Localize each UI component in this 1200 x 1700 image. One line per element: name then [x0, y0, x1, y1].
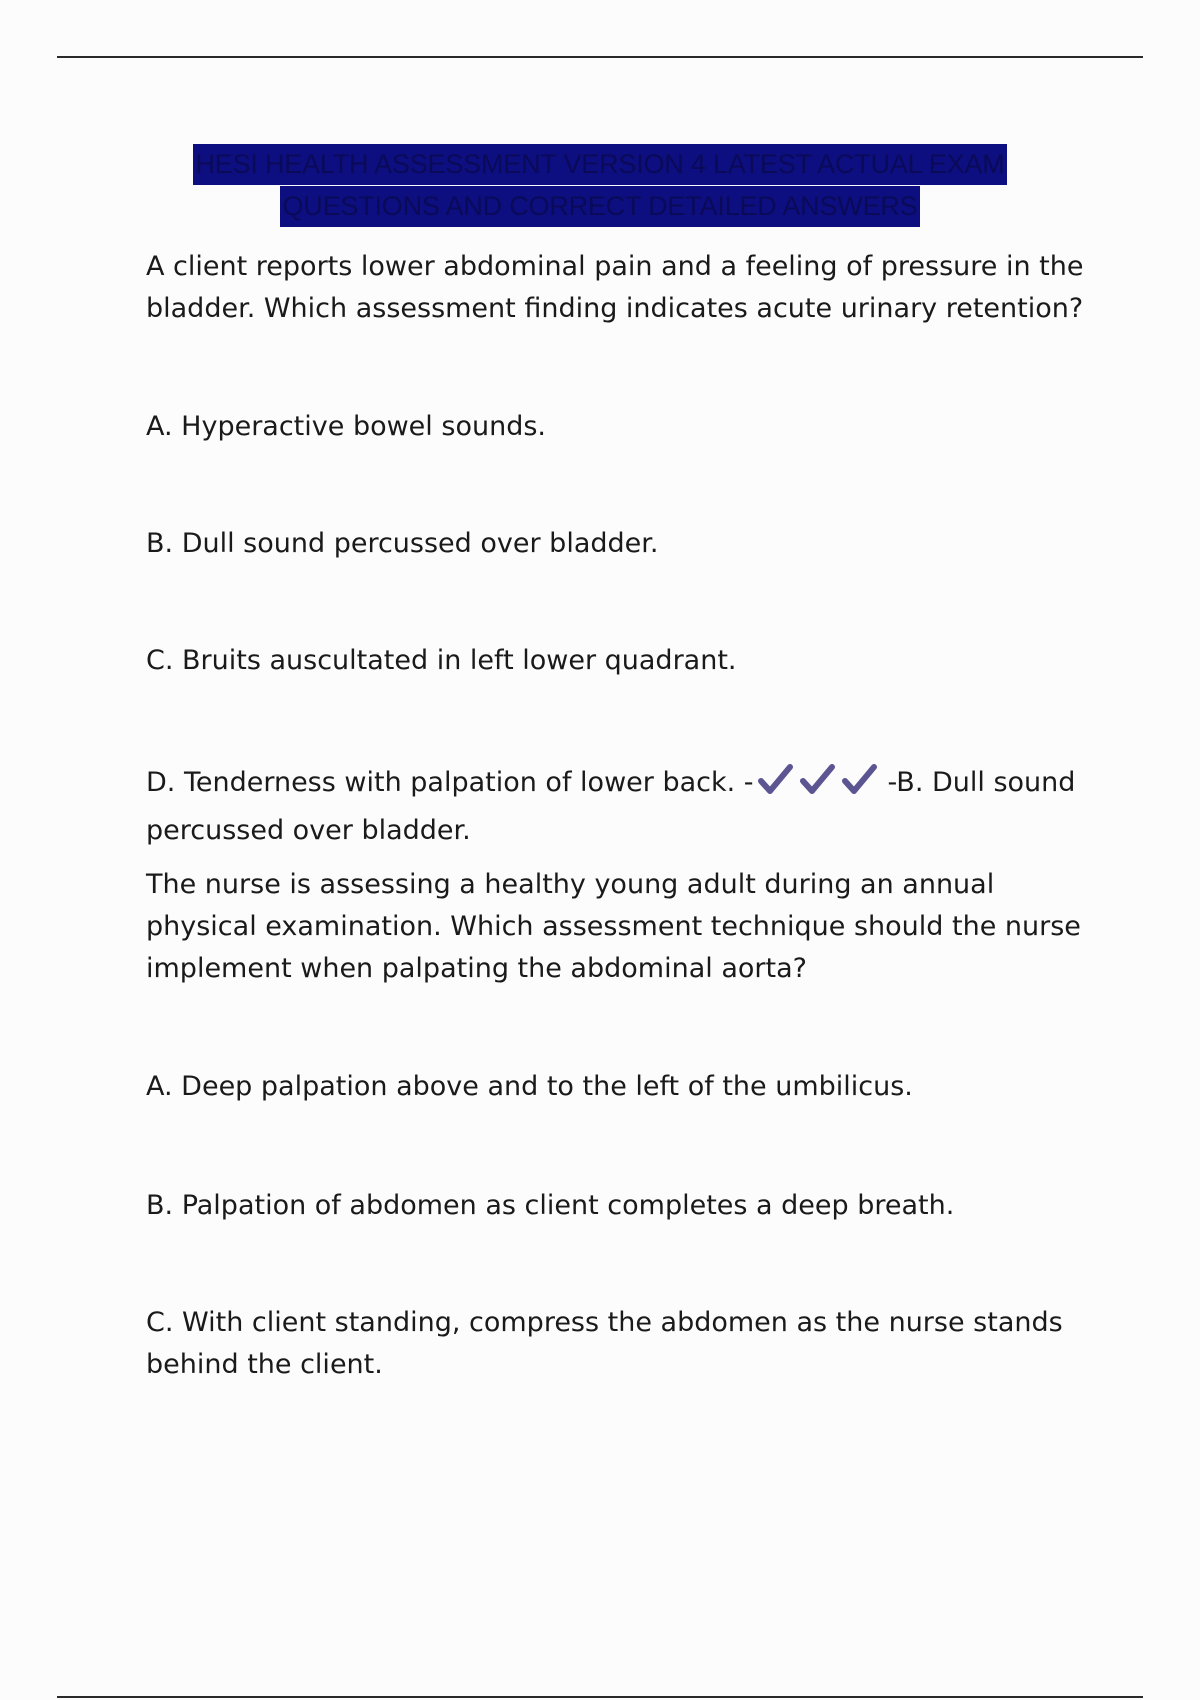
answer-checks: [758, 763, 884, 810]
question-2-option-c: C. With client standing, compress the abdomen as the nurse stands behind the client.: [146, 1307, 1063, 1380]
question-1-stem: A client reports lower abdominal pain and a feeling of pressure in the bladder. Which assessment finding indicates acute urinary retention?: [146, 251, 1084, 324]
check-mark-icon: [800, 763, 836, 797]
header-rule: [57, 56, 1143, 58]
correct-answer: -B. Dull sound percussed over bladder.: [146, 767, 1076, 846]
option-d-text: D. Tenderness with palpation of lower back. -: [146, 767, 754, 798]
question-1-option-c: C. Bruits auscultated in left lower quadrant.: [146, 645, 737, 676]
check-mark-icon: [842, 763, 878, 797]
title-line-1: HESI HEALTH ASSESSMENT VERSION 4 LATEST ACTUAL EXAM: [193, 144, 1006, 185]
question-1-option-b: B. Dull sound percussed over bladder.: [146, 528, 659, 559]
check-mark-icon: [758, 763, 794, 797]
question-1-option-a: A. Hyperactive bowel sounds.: [146, 411, 546, 442]
title-line-2: QUESTIONS AND CORRECT DETAILED ANSWERS: [280, 186, 919, 227]
question-2-option-a: A. Deep palpation above and to the left of the umbilicus.: [146, 1071, 913, 1102]
question-2-option-b: B. Palpation of abdomen as client completes a deep breath.: [146, 1190, 955, 1221]
footer-rule: [57, 1696, 1143, 1698]
question-1-option-d: [146, 762, 1096, 852]
document-title: [0, 144, 1200, 228]
question-2-stem: The nurse is assessing a healthy young adult during an annual physical examination. Which assessment technique should the nurse implement when palpating the abdominal aorta?: [146, 869, 1081, 984]
